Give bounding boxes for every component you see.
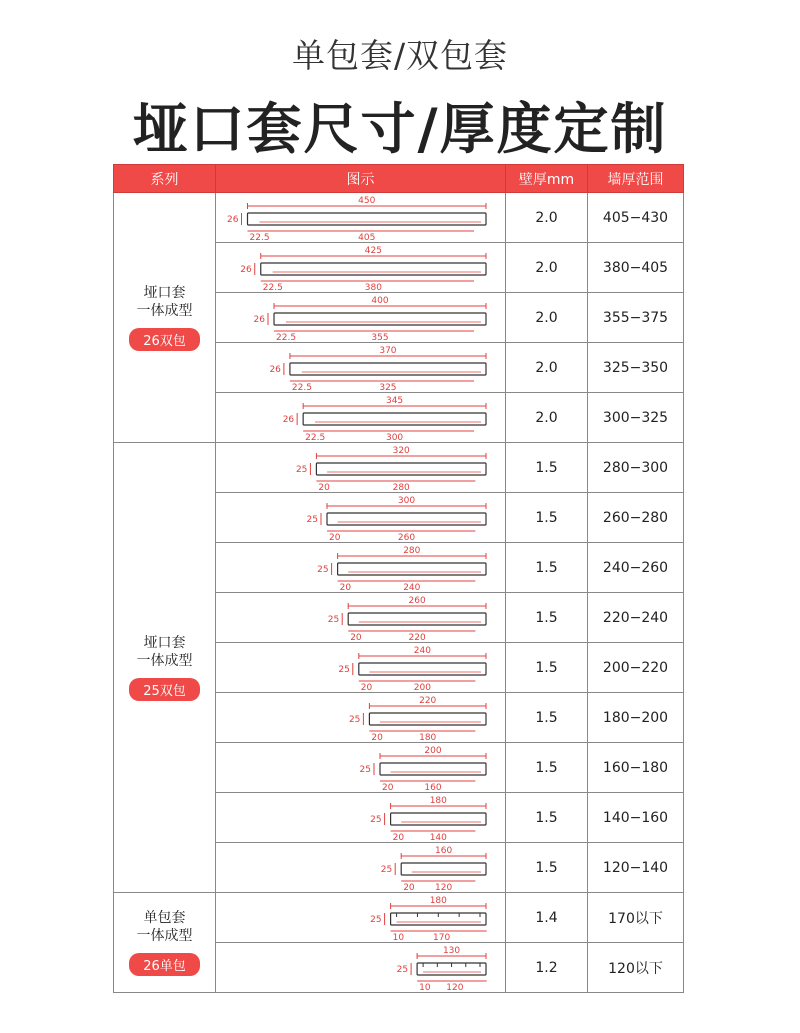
height-label: 25 [396,964,409,975]
height-label: 25 [359,764,371,775]
wall-thickness-cell: 1.5 [506,793,588,843]
wall-range-cell: 325−350 [588,343,684,393]
wall-range-cell: 120−140 [588,843,684,893]
casing-profile [248,213,487,225]
page-subtitle: 单包套/双包套 [291,36,509,75]
inner-width-label: 140 [429,832,447,842]
inner-width-label: 120 [446,982,464,992]
series-cell [114,193,216,443]
profile-diagram [216,244,504,292]
wall-thickness-cell: 2.0 [506,243,588,293]
casing-profile [303,413,486,425]
inner-width-label: 120 [435,882,453,892]
flange-label: 22.5 [276,332,297,342]
series-name-line1: 垭口套 [143,635,186,651]
profile-diagram [216,344,504,392]
height-label: 25 [295,464,308,475]
wall-range-cell: 240−260 [588,543,684,593]
profile-diagram-cell [216,793,506,843]
header-series: 系列 [114,165,216,193]
outer-width-label: 200 [424,745,442,756]
height-label: 26 [253,314,265,325]
flange-label: 22.5 [262,282,283,292]
wall-range-cell: 200−220 [588,643,684,693]
wall-range-cell: 280−300 [588,443,684,493]
table-header-row [114,165,684,193]
wall-range-cell: 140−160 [588,793,684,843]
inner-width-label: 160 [424,782,442,792]
casing-profile [391,813,486,825]
wall-thickness-cell: 1.5 [506,543,588,593]
wall-range-cell: 355−375 [588,293,684,343]
inner-width-label: 355 [371,332,389,342]
profile-diagram-cell [216,693,506,743]
casing-profile [290,363,486,375]
outer-width-label: 180 [429,795,447,806]
wall-thickness-cell: 1.5 [506,843,588,893]
profile-diagram-cell [216,193,506,243]
inner-width-label: 325 [379,382,397,392]
wall-range-cell: 160−180 [588,743,684,793]
inner-width-label: 240 [403,582,421,592]
profile-diagram [216,294,504,342]
series-badge: 26单包 [129,953,200,976]
header-wall-range: 墙厚范围 [588,165,684,193]
inner-width-label: 300 [385,432,404,442]
wall-range-cell: 380−405 [588,243,684,293]
series-cell [114,893,216,993]
casing-profile [380,763,486,775]
outer-width-label: 160 [435,845,453,856]
wall-range-cell: 405−430 [588,193,684,243]
profile-diagram-cell [216,743,506,793]
profile-diagram-cell [216,843,506,893]
height-label: 25 [306,514,318,525]
profile-diagram-cell [216,943,506,993]
casing-profile [316,463,486,475]
wall-range-cell: 220−240 [588,593,684,643]
flange-label: 20 [339,582,352,592]
wall-range-cell: 120以下 [588,943,684,993]
profile-diagram-cell [216,343,506,393]
inner-width-label: 200 [413,682,431,692]
page-title: 垭口套尺寸/厚度定制 [132,97,668,161]
profile-diagram [216,494,504,542]
wall-range-cell: 260−280 [588,493,684,543]
wall-thickness-cell: 2.0 [506,193,588,243]
spec-table [113,164,684,993]
wall-thickness-cell: 1.5 [506,443,588,493]
profile-diagram [216,444,504,492]
series-cell [114,443,216,893]
flange-label: 20 [318,482,330,492]
inner-width-label: 170 [433,932,451,942]
height-label: 25 [317,564,329,575]
casing-profile [327,513,486,525]
outer-width-label: 320 [392,445,410,456]
profile-diagram-cell [216,543,506,593]
flange-label: 20 [350,632,362,642]
series-name-line2: 一体成型 [136,303,193,319]
flange-label: 22.5 [291,382,312,392]
profile-diagram-cell [216,893,506,943]
height-label: 25 [327,614,340,625]
flange-label: 20 [329,532,341,542]
casing-profile [338,563,486,575]
profile-diagram-cell [216,643,506,693]
outer-width-label: 220 [419,695,437,706]
profile-diagram-cell [216,443,506,493]
series-name-line2: 一体成型 [136,928,193,944]
flange-label: 20 [403,882,415,892]
profile-diagram [216,394,504,442]
inner-width-label: 260 [397,532,416,542]
wall-range-cell: 180−200 [588,693,684,743]
profile-diagram-cell [216,393,506,443]
wall-thickness-cell: 2.0 [506,293,588,343]
profile-diagram [216,694,504,742]
wall-thickness-cell: 1.5 [506,743,588,793]
casing-profile [401,863,486,875]
outer-width-label: 240 [413,645,431,656]
flange-label: 20 [392,832,405,842]
table-row [114,193,684,243]
height-label: 26 [269,364,281,375]
wall-thickness-cell: 1.5 [506,693,588,743]
height-label: 25 [348,714,361,725]
inner-width-label: 220 [408,632,426,642]
casing-profile [261,263,486,275]
height-label: 25 [380,864,393,875]
flange-label: 10 [392,932,405,942]
series-badge: 26双包 [129,328,200,351]
profile-diagram [216,644,504,692]
profile-diagram-cell [216,493,506,543]
height-label: 25 [338,664,350,675]
flange-label: 10 [419,982,431,992]
outer-width-label: 345 [385,395,404,406]
profile-diagram-cell [216,243,506,293]
outer-width-label: 130 [442,945,461,956]
wall-thickness-cell: 1.5 [506,493,588,543]
wall-thickness-cell: 1.4 [506,893,588,943]
table-row [114,893,684,943]
casing-profile [348,613,486,625]
series-name-line1: 垭口套 [143,285,186,301]
profile-diagram [216,894,504,942]
wall-thickness-cell: 2.0 [506,343,588,393]
profile-diagram [216,594,504,642]
series-badge: 25双包 [129,678,200,701]
outer-width-label: 425 [364,245,382,256]
casing-profile [274,313,486,325]
height-label: 26 [227,214,239,225]
inner-width-label: 280 [392,482,410,492]
height-label: 26 [282,414,295,425]
outer-width-label: 180 [429,895,447,906]
height-label: 26 [240,264,252,275]
flange-label: 20 [382,782,394,792]
outer-width-label: 300 [397,495,416,506]
casing-profile [359,663,486,675]
profile-diagram-cell [216,593,506,643]
outer-width-label: 260 [408,595,426,606]
flange-label: 22.5 [249,232,270,242]
height-label: 25 [370,814,382,825]
outer-width-label: 450 [358,195,376,206]
outer-width-label: 400 [371,295,389,306]
wall-range-cell: 170以下 [588,893,684,943]
header-wall-thickness: 壁厚mm [506,165,588,193]
inner-width-label: 405 [358,232,376,242]
flange-label: 20 [360,682,373,692]
profile-diagram [216,944,504,992]
flange-label: 20 [371,732,383,742]
series-name-line2: 一体成型 [136,653,193,669]
wall-thickness-cell: 1.5 [506,643,588,693]
profile-diagram-cell [216,293,506,343]
outer-width-label: 280 [403,545,421,556]
header-diagram: 图示 [216,165,506,193]
profile-diagram [216,794,504,842]
profile-diagram [216,844,504,892]
casing-profile [369,713,486,725]
wall-range-cell: 300−325 [588,393,684,443]
outer-width-label: 370 [379,345,397,356]
profile-diagram [216,744,504,792]
table-body [114,193,684,993]
wall-thickness-cell: 2.0 [506,393,588,443]
profile-diagram [216,194,504,242]
table-row [114,443,684,493]
wall-thickness-cell: 1.5 [506,593,588,643]
profile-diagram [216,544,504,592]
height-label: 25 [370,914,382,925]
inner-width-label: 380 [364,282,382,292]
wall-thickness-cell: 1.2 [506,943,588,993]
series-name-line1: 单包套 [143,910,186,926]
inner-width-label: 180 [419,732,437,742]
flange-label: 22.5 [305,432,326,442]
